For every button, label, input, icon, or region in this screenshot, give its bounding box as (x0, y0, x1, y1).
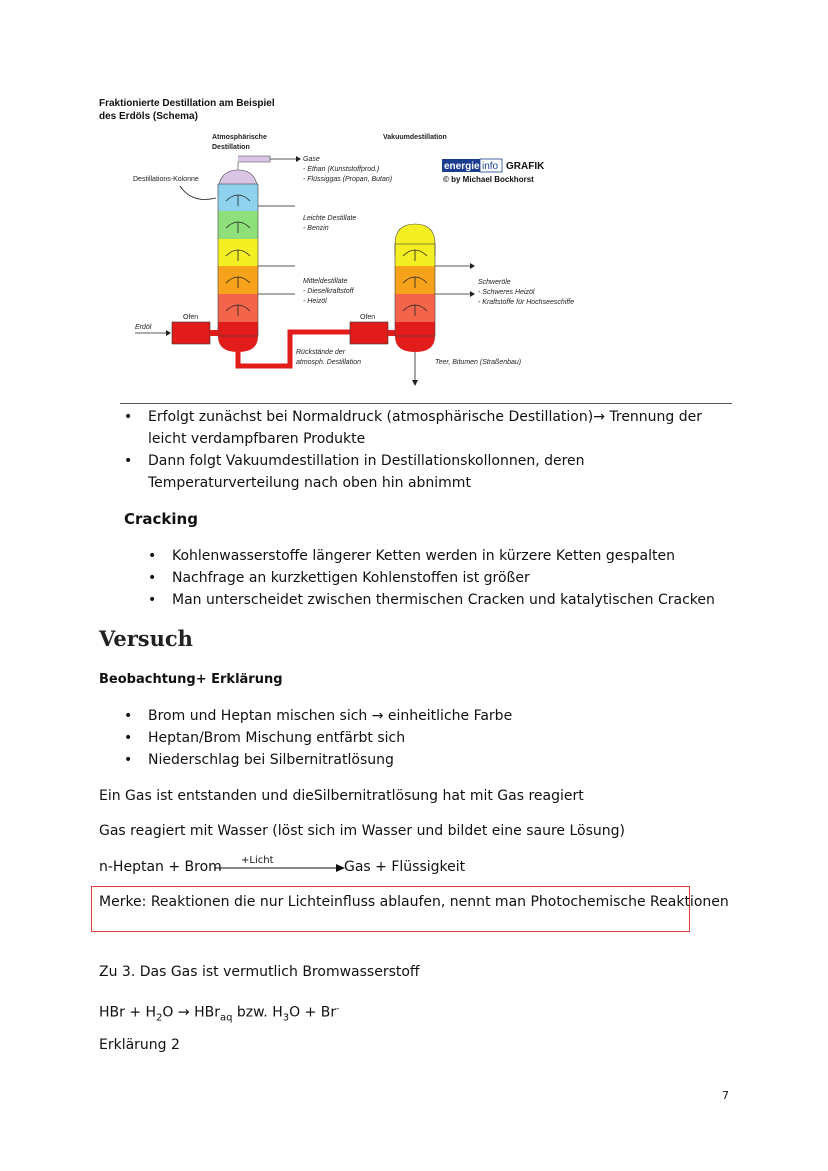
label-leicht: Leichte Destillate (303, 215, 357, 222)
label-mittel: Mitteldestillate (303, 278, 348, 285)
label-teer: Teer, Bitumen (Straßenbau) (435, 359, 522, 366)
beobachtung-bullets (122, 705, 722, 771)
distillation-bullets (122, 406, 722, 494)
atm-column-bottom (218, 322, 258, 352)
svg-text:- Flüssiggas (Propan, Butan): - Flüssiggas (Propan, Butan) (303, 176, 393, 183)
svg-text:info: info (482, 161, 499, 172)
svg-text:Ofen: Ofen (183, 314, 199, 321)
label-gase: Gase (303, 156, 320, 163)
logo-grafik: GRAFIK (506, 161, 545, 172)
list-item: • Dann folgt Vakuumdestillation in Destillationskollonnen, deren Temperaturverteilung nach oben hin abnimmt (122, 450, 722, 494)
reaction-left: n-Heptan + Brom (99, 859, 222, 875)
column-label: Destillations-Kolonne (133, 176, 199, 183)
vacuum-label: Vakuumdestillation (383, 134, 447, 141)
hbr-equation: HBr + $H_2O \to HBr_{aq}$ bzw. $H_3O + Br^-$ (99, 1004, 340, 1024)
svg-text:Ofen: Ofen (360, 314, 376, 321)
svg-text:Rückstände der: Rückstände der (296, 349, 346, 356)
list-item: • Brom und Heptan mischen sich → einheitliche Farbe (122, 705, 722, 727)
versuch-heading: Versuch (99, 626, 193, 651)
furnace-2 (350, 322, 388, 344)
distillation-diagram (120, 126, 600, 391)
vac-column-bottom (395, 322, 435, 352)
reaction-arrow (214, 862, 346, 874)
list-item: • Niederschlag bei Silbernitratlösung (122, 749, 722, 771)
merke-text: Merke: Reaktionen die nur Lichteinfluss ablaufen, nennt man Photochemische Reaktionen (99, 894, 729, 910)
atmos-label-2: Destillation (212, 144, 250, 151)
furnace-1 (172, 322, 210, 344)
beobachtung-heading: Beobachtung+ Erklärung (99, 672, 283, 687)
label-erdoel: Erdöl (135, 324, 152, 331)
cracking-heading: Cracking (124, 510, 198, 528)
zu3-text: Zu 3. Das Gas ist vermutlich Bromwasserstoff (99, 964, 420, 980)
list-item: • Man unterscheidet zwischen thermischen Cracken und katalytischen Cracken (146, 589, 746, 611)
svg-text:- Heizöl: - Heizöl (303, 298, 327, 305)
page-number: 7 (722, 1089, 729, 1102)
reaction-condition: +Licht (241, 855, 274, 866)
list-item: • Nachfrage an kurzkettigen Kohlenstoffen ist größer (146, 567, 746, 589)
svg-text:energie: energie (444, 161, 480, 172)
erklaerung-2: Erklärung 2 (99, 1037, 180, 1053)
divider (120, 403, 732, 404)
svg-text:- Schweres Heizöl: - Schweres Heizöl (478, 289, 535, 296)
list-item: • Erfolgt zunächst bei Normaldruck (atmosphärische Destillation)→ Trennung der leicht verdampfbaren Produkte (122, 406, 722, 450)
svg-text:- Kraftstoffe für Hochseeschif: - Kraftstoffe für Hochseeschiffe (478, 299, 575, 306)
label-schwer: Schweröle (478, 279, 511, 286)
atmos-label-1: Atmosphärische (212, 134, 267, 141)
paragraph-gas: Ein Gas ist entstanden und dieSilbernitratlösung hat mit Gas reagiert (99, 788, 584, 804)
reaction-right: Gas + Flüssigkeit (344, 859, 466, 875)
logo-credit: © by Michael Bockhorst (443, 175, 534, 184)
paragraph-wasser: Gas reagiert mit Wasser (löst sich im Wasser und bildet eine saure Lösung) (99, 823, 625, 839)
list-item: • Heptan/Brom Mischung entfärbt sich (122, 727, 722, 749)
list-item: • Kohlenwasserstoffe längerer Ketten werden in kürzere Ketten gespalten (146, 545, 746, 567)
svg-text:atmosph. Destillation: atmosph. Destillation (296, 359, 361, 366)
svg-text:- Benzin: - Benzin (303, 225, 329, 232)
figure-title: Fraktionierte Destillation am Beispiel des Erdöls (Schema) (99, 98, 275, 122)
cracking-bullets (146, 545, 746, 611)
svg-text:- Dieselkraftstoff: - Dieselkraftstoff (303, 288, 354, 295)
svg-text:- Ethan (Kunststoffprod.): - Ethan (Kunststoffprod.) (303, 166, 380, 173)
